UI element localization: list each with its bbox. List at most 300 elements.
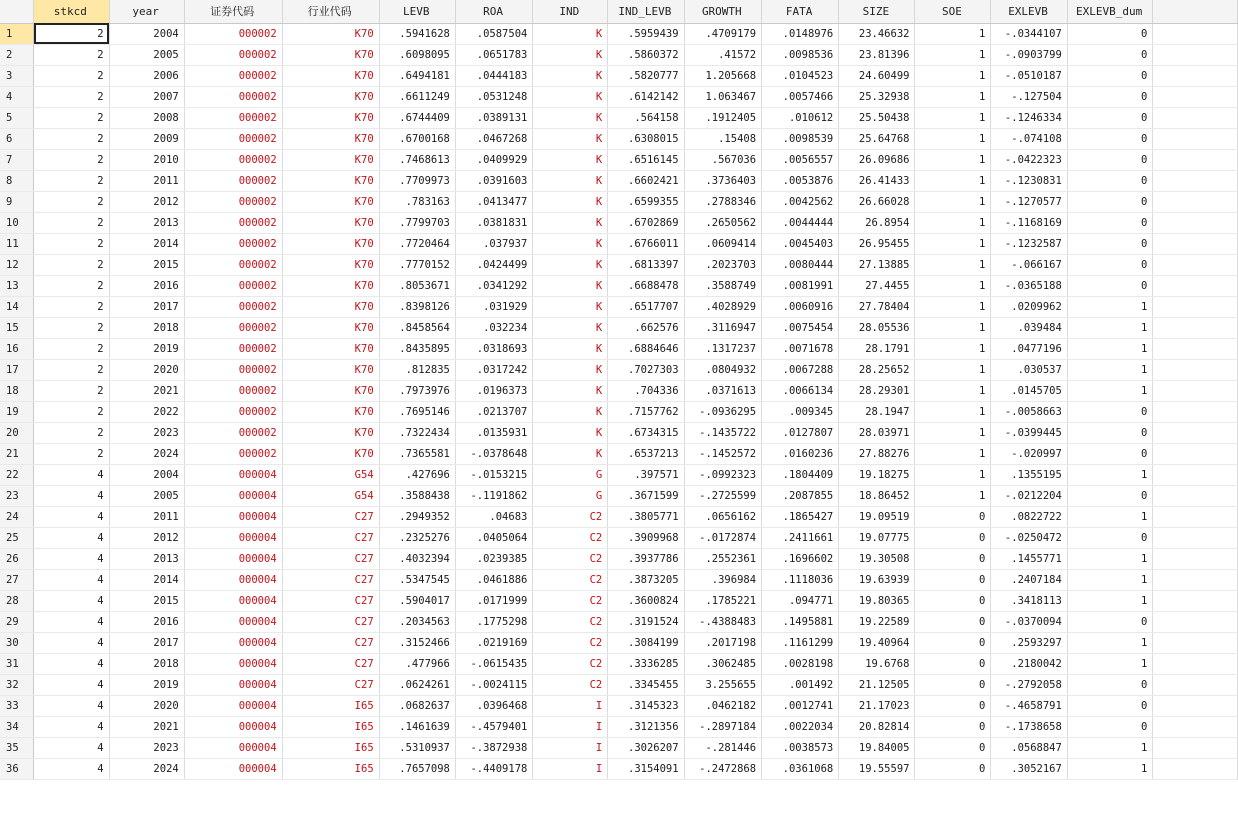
data-cell[interactable]: .2023703 (684, 254, 761, 275)
data-cell[interactable]: 23.46632 (839, 23, 915, 44)
data-cell[interactable]: .0127807 (762, 422, 839, 443)
data-cell[interactable]: .0318693 (455, 338, 532, 359)
row-number[interactable]: 5 (0, 107, 34, 128)
data-cell[interactable]: 19.84005 (839, 737, 915, 758)
data-cell[interactable]: .0135931 (455, 422, 532, 443)
data-cell[interactable]: 3.255655 (684, 674, 761, 695)
data-cell[interactable]: C2 (533, 632, 608, 653)
data-cell[interactable]: 1 (1067, 569, 1153, 590)
data-cell[interactable]: .5347545 (379, 569, 455, 590)
data-cell[interactable]: K70 (282, 212, 379, 233)
data-cell[interactable]: .477966 (379, 653, 455, 674)
data-cell[interactable]: 0 (1067, 191, 1153, 212)
data-cell[interactable]: .6308015 (608, 128, 684, 149)
data-cell[interactable]: 0 (1067, 44, 1153, 65)
data-cell[interactable]: 000002 (184, 233, 282, 254)
data-cell[interactable]: 2023 (109, 737, 184, 758)
data-cell[interactable]: 2 (34, 170, 109, 191)
data-cell[interactable]: 000002 (184, 443, 282, 464)
row-number[interactable]: 31 (0, 653, 34, 674)
data-cell[interactable]: .427696 (379, 464, 455, 485)
data-cell[interactable]: 2 (34, 149, 109, 170)
data-cell[interactable]: 1.205668 (684, 65, 761, 86)
data-cell[interactable]: K (533, 317, 608, 338)
data-cell[interactable]: 1 (1067, 338, 1153, 359)
data-cell[interactable]: 1 (915, 191, 991, 212)
data-cell[interactable]: C2 (533, 548, 608, 569)
data-cell[interactable]: .04683 (455, 506, 532, 527)
data-cell[interactable]: 0 (915, 590, 991, 611)
data-cell[interactable]: 1 (915, 296, 991, 317)
column-header[interactable]: IND (533, 0, 608, 23)
data-cell[interactable]: .8458564 (379, 317, 455, 338)
data-cell[interactable]: 2015 (109, 590, 184, 611)
data-cell[interactable]: .0057466 (762, 86, 839, 107)
row-number[interactable]: 24 (0, 506, 34, 527)
data-cell[interactable]: K (533, 338, 608, 359)
data-cell[interactable]: 2004 (109, 464, 184, 485)
data-cell[interactable]: 000002 (184, 191, 282, 212)
data-cell[interactable]: 28.29301 (839, 380, 915, 401)
data-cell[interactable]: 2017 (109, 632, 184, 653)
data-cell[interactable]: 1 (1067, 296, 1153, 317)
data-cell[interactable]: 000002 (184, 380, 282, 401)
data-cell[interactable]: 2011 (109, 506, 184, 527)
data-cell[interactable]: 2 (34, 338, 109, 359)
data-cell[interactable]: .0239385 (455, 548, 532, 569)
data-cell[interactable]: .001492 (762, 674, 839, 695)
data-cell[interactable]: 2006 (109, 65, 184, 86)
data-cell[interactable]: .6702869 (608, 212, 684, 233)
data-cell[interactable]: -.1230831 (991, 170, 1068, 191)
data-cell[interactable]: -.1452572 (684, 443, 761, 464)
data-cell[interactable]: .6142142 (608, 86, 684, 107)
data-cell[interactable]: G54 (282, 464, 379, 485)
data-cell[interactable]: .7709973 (379, 170, 455, 191)
data-cell[interactable]: .039484 (991, 317, 1068, 338)
data-cell[interactable]: 0 (915, 758, 991, 779)
data-cell[interactable]: .2407184 (991, 569, 1068, 590)
data-cell[interactable]: 1 (915, 422, 991, 443)
data-cell[interactable]: 2019 (109, 338, 184, 359)
data-cell[interactable]: -.0422323 (991, 149, 1068, 170)
data-cell[interactable]: K70 (282, 275, 379, 296)
data-cell[interactable]: C2 (533, 506, 608, 527)
data-cell[interactable]: 000004 (184, 632, 282, 653)
data-cell[interactable]: 28.03971 (839, 422, 915, 443)
data-cell[interactable]: 2 (34, 443, 109, 464)
data-cell[interactable]: .030537 (991, 359, 1068, 380)
data-cell[interactable]: .0171999 (455, 590, 532, 611)
data-cell[interactable]: 1 (1067, 737, 1153, 758)
data-cell[interactable]: .8435895 (379, 338, 455, 359)
data-cell[interactable]: 000002 (184, 212, 282, 233)
data-cell[interactable]: 000002 (184, 170, 282, 191)
data-cell[interactable]: K70 (282, 23, 379, 44)
data-cell[interactable]: 2 (34, 191, 109, 212)
data-cell[interactable]: 1 (1067, 548, 1153, 569)
data-cell[interactable]: 28.25652 (839, 359, 915, 380)
row-number[interactable]: 11 (0, 233, 34, 254)
data-cell[interactable]: G (533, 464, 608, 485)
data-cell[interactable]: 000002 (184, 317, 282, 338)
data-cell[interactable]: I (533, 716, 608, 737)
row-number[interactable]: 22 (0, 464, 34, 485)
row-number[interactable]: 14 (0, 296, 34, 317)
data-cell[interactable]: -.0399445 (991, 422, 1068, 443)
row-number[interactable]: 29 (0, 611, 34, 632)
data-cell[interactable]: .6884646 (608, 338, 684, 359)
data-cell[interactable]: 1 (915, 338, 991, 359)
data-cell[interactable]: 1 (915, 170, 991, 191)
data-cell[interactable]: 19.09519 (839, 506, 915, 527)
data-cell[interactable]: 1 (915, 401, 991, 422)
data-cell[interactable]: -.0992323 (684, 464, 761, 485)
data-cell[interactable]: I (533, 737, 608, 758)
data-cell[interactable]: -.0370094 (991, 611, 1068, 632)
data-cell[interactable]: K (533, 191, 608, 212)
data-cell[interactable]: .2593297 (991, 632, 1068, 653)
data-cell[interactable]: .6599355 (608, 191, 684, 212)
row-number[interactable]: 6 (0, 128, 34, 149)
data-cell[interactable]: 19.22589 (839, 611, 915, 632)
data-cell[interactable]: .3418113 (991, 590, 1068, 611)
data-cell[interactable]: -.4409178 (455, 758, 532, 779)
data-cell[interactable]: .7770152 (379, 254, 455, 275)
data-cell[interactable]: 2 (34, 254, 109, 275)
column-header[interactable]: year (109, 0, 184, 23)
data-cell[interactable]: 000002 (184, 149, 282, 170)
data-cell[interactable]: .5959439 (608, 23, 684, 44)
data-cell[interactable]: 0 (915, 695, 991, 716)
column-header[interactable]: ROA (455, 0, 532, 23)
data-cell[interactable]: 2 (34, 212, 109, 233)
data-cell[interactable]: 2007 (109, 86, 184, 107)
column-header[interactable]: stkcd (34, 0, 109, 23)
row-number[interactable]: 27 (0, 569, 34, 590)
data-cell[interactable]: 28.1947 (839, 401, 915, 422)
data-cell[interactable]: .0405064 (455, 527, 532, 548)
data-cell[interactable]: 2022 (109, 401, 184, 422)
data-cell[interactable]: .0341292 (455, 275, 532, 296)
data-cell[interactable]: K70 (282, 443, 379, 464)
data-cell[interactable]: .5904017 (379, 590, 455, 611)
data-cell[interactable]: .0461886 (455, 569, 532, 590)
data-cell[interactable]: .031929 (455, 296, 532, 317)
data-cell[interactable]: .0081991 (762, 275, 839, 296)
data-cell[interactable]: I (533, 758, 608, 779)
data-cell[interactable]: 000002 (184, 44, 282, 65)
data-cell[interactable]: .0209962 (991, 296, 1068, 317)
data-cell[interactable]: 19.80365 (839, 590, 915, 611)
data-cell[interactable]: 4 (34, 485, 109, 506)
data-cell[interactable]: K70 (282, 401, 379, 422)
data-cell[interactable]: .1696602 (762, 548, 839, 569)
data-cell[interactable]: .0462182 (684, 695, 761, 716)
data-cell[interactable]: 26.09686 (839, 149, 915, 170)
data-cell[interactable]: .3736403 (684, 170, 761, 191)
data-cell[interactable]: -.020997 (991, 443, 1068, 464)
row-number[interactable]: 9 (0, 191, 34, 212)
data-cell[interactable]: .3152466 (379, 632, 455, 653)
data-cell[interactable]: .0531248 (455, 86, 532, 107)
data-cell[interactable]: .3805771 (608, 506, 684, 527)
data-cell[interactable]: .812835 (379, 359, 455, 380)
data-cell[interactable]: 21.17023 (839, 695, 915, 716)
data-cell[interactable]: 25.32938 (839, 86, 915, 107)
data-cell[interactable]: 0 (1067, 149, 1153, 170)
data-cell[interactable]: C2 (533, 611, 608, 632)
data-cell[interactable]: 2009 (109, 128, 184, 149)
data-cell[interactable]: 26.95455 (839, 233, 915, 254)
data-cell[interactable]: .0066134 (762, 380, 839, 401)
data-cell[interactable]: .0045403 (762, 233, 839, 254)
data-cell[interactable]: .8053671 (379, 275, 455, 296)
data-cell[interactable]: 2 (34, 422, 109, 443)
data-cell[interactable]: 000004 (184, 485, 282, 506)
data-cell[interactable]: .4028929 (684, 296, 761, 317)
data-cell[interactable]: .0413477 (455, 191, 532, 212)
data-cell[interactable]: 1 (915, 233, 991, 254)
data-cell[interactable]: 0 (1067, 275, 1153, 296)
data-cell[interactable]: I65 (282, 695, 379, 716)
data-cell[interactable]: K (533, 296, 608, 317)
data-cell[interactable]: .3052167 (991, 758, 1068, 779)
column-header[interactable]: EXLEVB (991, 0, 1068, 23)
data-cell[interactable]: 2011 (109, 170, 184, 191)
data-cell[interactable]: 2012 (109, 527, 184, 548)
row-number[interactable]: 3 (0, 65, 34, 86)
row-number[interactable]: 17 (0, 359, 34, 380)
row-number[interactable]: 18 (0, 380, 34, 401)
data-cell[interactable]: 0 (1067, 527, 1153, 548)
data-cell[interactable]: .564158 (608, 107, 684, 128)
row-number[interactable]: 26 (0, 548, 34, 569)
data-cell[interactable]: .6611249 (379, 86, 455, 107)
data-cell[interactable]: 1 (1067, 653, 1153, 674)
data-cell[interactable]: 1 (1067, 506, 1153, 527)
data-cell[interactable]: 000002 (184, 65, 282, 86)
data-cell[interactable]: 1 (915, 464, 991, 485)
data-cell[interactable]: 1 (1067, 632, 1153, 653)
data-cell[interactable]: 19.55597 (839, 758, 915, 779)
data-cell[interactable]: 25.50438 (839, 107, 915, 128)
data-cell[interactable]: 2 (34, 275, 109, 296)
data-cell[interactable]: 000002 (184, 401, 282, 422)
data-cell[interactable]: 1 (915, 317, 991, 338)
data-cell[interactable]: .567036 (684, 149, 761, 170)
data-cell[interactable]: K70 (282, 254, 379, 275)
data-cell[interactable]: G54 (282, 485, 379, 506)
data-cell[interactable]: 000002 (184, 296, 282, 317)
data-cell[interactable]: 2004 (109, 23, 184, 44)
data-cell[interactable]: -.0378648 (455, 443, 532, 464)
data-cell[interactable]: -.066167 (991, 254, 1068, 275)
data-cell[interactable]: .6098095 (379, 44, 455, 65)
data-cell[interactable]: .2087855 (762, 485, 839, 506)
data-cell[interactable]: 26.66028 (839, 191, 915, 212)
data-cell[interactable]: .6744409 (379, 107, 455, 128)
data-cell[interactable]: 28.05536 (839, 317, 915, 338)
data-cell[interactable]: .6766011 (608, 233, 684, 254)
data-cell[interactable]: 2 (34, 296, 109, 317)
data-cell[interactable]: 19.40964 (839, 632, 915, 653)
data-cell[interactable]: 000002 (184, 254, 282, 275)
data-cell[interactable]: K70 (282, 44, 379, 65)
data-cell[interactable]: 000004 (184, 590, 282, 611)
data-cell[interactable]: .3116947 (684, 317, 761, 338)
row-number[interactable]: 4 (0, 86, 34, 107)
data-cell[interactable]: .0822722 (991, 506, 1068, 527)
data-cell[interactable]: 0 (1067, 254, 1153, 275)
data-cell[interactable]: 0 (1067, 716, 1153, 737)
data-cell[interactable]: 2016 (109, 275, 184, 296)
data-cell[interactable]: .0624261 (379, 674, 455, 695)
data-cell[interactable]: 000004 (184, 464, 282, 485)
data-cell[interactable]: .6516145 (608, 149, 684, 170)
data-cell[interactable]: .397571 (608, 464, 684, 485)
data-cell[interactable]: 1 (915, 107, 991, 128)
data-cell[interactable]: .2034563 (379, 611, 455, 632)
data-cell[interactable]: K70 (282, 422, 379, 443)
data-cell[interactable]: .1118036 (762, 569, 839, 590)
data-cell[interactable]: .2325276 (379, 527, 455, 548)
data-cell[interactable]: .0160236 (762, 443, 839, 464)
column-header[interactable]: SOE (915, 0, 991, 23)
data-cell[interactable]: .0022034 (762, 716, 839, 737)
data-cell[interactable]: .0028198 (762, 653, 839, 674)
data-cell[interactable]: 1 (1067, 359, 1153, 380)
data-cell[interactable]: K70 (282, 233, 379, 254)
data-cell[interactable]: .8398126 (379, 296, 455, 317)
data-cell[interactable]: .0145705 (991, 380, 1068, 401)
data-cell[interactable]: C2 (533, 653, 608, 674)
data-cell[interactable]: -.1191862 (455, 485, 532, 506)
row-number[interactable]: 35 (0, 737, 34, 758)
data-cell[interactable]: 27.13885 (839, 254, 915, 275)
data-cell[interactable]: .0219169 (455, 632, 532, 653)
data-cell[interactable]: 0 (915, 716, 991, 737)
data-cell[interactable]: 1 (1067, 317, 1153, 338)
data-cell[interactable]: K (533, 422, 608, 443)
data-cell[interactable]: .7720464 (379, 233, 455, 254)
data-cell[interactable]: 4 (34, 737, 109, 758)
data-cell[interactable]: 4 (34, 716, 109, 737)
data-cell[interactable]: .2650562 (684, 212, 761, 233)
data-cell[interactable]: .3145323 (608, 695, 684, 716)
data-cell[interactable]: 000004 (184, 737, 282, 758)
data-cell[interactable]: .6734315 (608, 422, 684, 443)
data-cell[interactable]: K70 (282, 380, 379, 401)
data-cell[interactable]: K70 (282, 296, 379, 317)
data-cell[interactable]: 1 (1067, 590, 1153, 611)
data-cell[interactable]: 1 (1067, 380, 1153, 401)
data-cell[interactable]: .7695146 (379, 401, 455, 422)
data-cell[interactable]: 4 (34, 569, 109, 590)
data-cell[interactable]: K70 (282, 107, 379, 128)
data-cell[interactable]: K (533, 65, 608, 86)
data-cell[interactable]: .3588438 (379, 485, 455, 506)
data-cell[interactable]: .6537213 (608, 443, 684, 464)
data-cell[interactable]: 000004 (184, 674, 282, 695)
data-cell[interactable]: 000002 (184, 128, 282, 149)
data-cell[interactable]: 2013 (109, 548, 184, 569)
data-cell[interactable]: 0 (1067, 23, 1153, 44)
data-cell[interactable]: .037937 (455, 233, 532, 254)
data-cell[interactable]: .2949352 (379, 506, 455, 527)
data-cell[interactable]: .0444183 (455, 65, 532, 86)
data-cell[interactable]: K70 (282, 170, 379, 191)
data-cell[interactable]: .010612 (762, 107, 839, 128)
data-cell[interactable]: 2 (34, 317, 109, 338)
data-cell[interactable]: 000002 (184, 359, 282, 380)
data-cell[interactable]: .4709179 (684, 23, 761, 44)
data-cell[interactable]: K70 (282, 359, 379, 380)
column-header[interactable]: 证券代码 (184, 0, 282, 23)
data-cell[interactable]: .2788346 (684, 191, 761, 212)
data-cell[interactable]: 2024 (109, 443, 184, 464)
data-cell[interactable]: 27.78404 (839, 296, 915, 317)
data-cell[interactable]: 2014 (109, 233, 184, 254)
row-number[interactable]: 10 (0, 212, 34, 233)
data-cell[interactable]: I65 (282, 758, 379, 779)
data-cell[interactable]: .0317242 (455, 359, 532, 380)
data-cell[interactable]: .6602421 (608, 170, 684, 191)
row-number[interactable]: 15 (0, 317, 34, 338)
data-cell[interactable]: .0389131 (455, 107, 532, 128)
data-cell[interactable]: 2010 (109, 149, 184, 170)
data-cell[interactable]: 2008 (109, 107, 184, 128)
row-number[interactable]: 32 (0, 674, 34, 695)
row-number[interactable]: 34 (0, 716, 34, 737)
data-cell[interactable]: .3191524 (608, 611, 684, 632)
data-cell[interactable]: C27 (282, 674, 379, 695)
data-cell[interactable]: 26.8954 (839, 212, 915, 233)
data-cell[interactable]: 19.63939 (839, 569, 915, 590)
data-cell[interactable]: -.0936295 (684, 401, 761, 422)
column-header[interactable]: GROWTH (684, 0, 761, 23)
data-cell[interactable]: 2 (34, 65, 109, 86)
data-cell[interactable]: 25.64768 (839, 128, 915, 149)
data-cell[interactable]: .0044444 (762, 212, 839, 233)
data-cell[interactable]: K (533, 275, 608, 296)
data-cell[interactable]: .41572 (684, 44, 761, 65)
data-cell[interactable]: -.1168169 (991, 212, 1068, 233)
data-cell[interactable]: G (533, 485, 608, 506)
data-cell[interactable]: 0 (915, 548, 991, 569)
data-cell[interactable]: .1355195 (991, 464, 1068, 485)
data-cell[interactable]: .0609414 (684, 233, 761, 254)
data-cell[interactable]: K (533, 443, 608, 464)
data-cell[interactable]: .7322434 (379, 422, 455, 443)
data-cell[interactable]: -.0903799 (991, 44, 1068, 65)
data-cell[interactable]: .0477196 (991, 338, 1068, 359)
data-cell[interactable]: 26.41433 (839, 170, 915, 191)
row-number[interactable]: 30 (0, 632, 34, 653)
data-cell[interactable]: .0148976 (762, 23, 839, 44)
column-header[interactable]: IND_LEVB (608, 0, 684, 23)
data-cell[interactable]: 000004 (184, 695, 282, 716)
data-cell[interactable]: K (533, 254, 608, 275)
data-cell[interactable]: 1.063467 (684, 86, 761, 107)
data-cell[interactable]: .3600824 (608, 590, 684, 611)
data-cell[interactable]: 2 (34, 107, 109, 128)
data-cell[interactable]: K (533, 44, 608, 65)
data-cell[interactable]: .0056557 (762, 149, 839, 170)
data-cell[interactable]: 2 (34, 44, 109, 65)
row-number[interactable]: 33 (0, 695, 34, 716)
data-cell[interactable]: .3026207 (608, 737, 684, 758)
